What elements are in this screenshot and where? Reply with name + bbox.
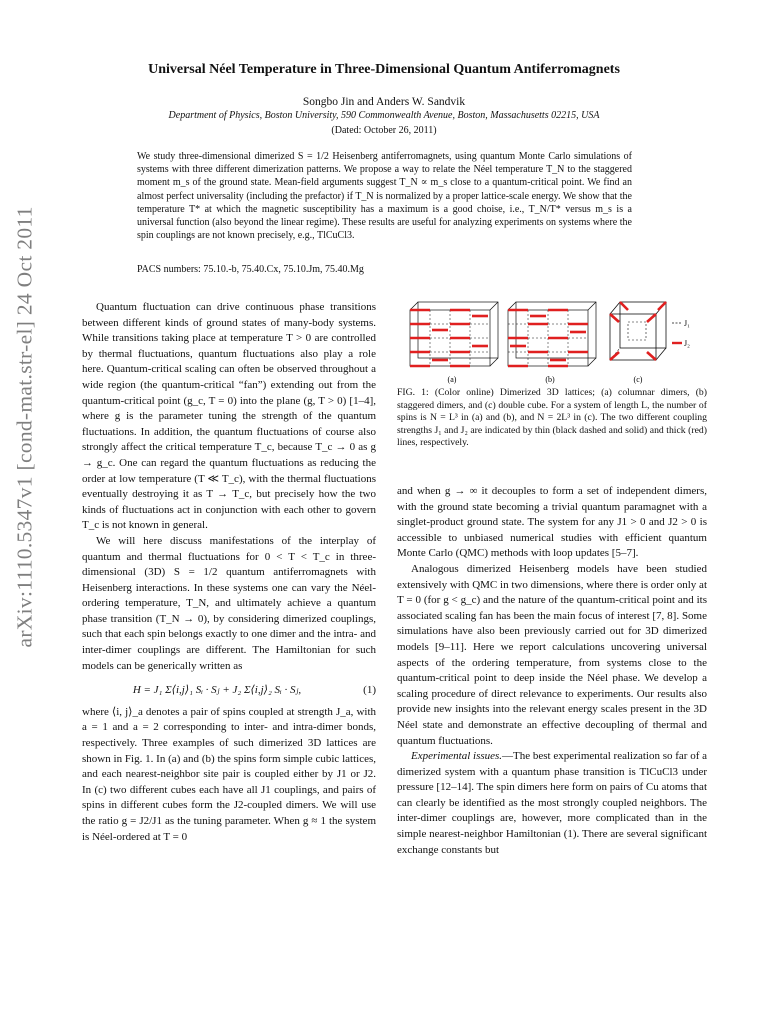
paragraph	[397, 749, 707, 858]
legend-j2: J₂	[684, 339, 690, 348]
date-line: (Dated: October 26, 2011)	[331, 125, 437, 136]
paragraph-text: —The best experimental realization so far of a dimerized system with a quantum phase transition is TlCuCl3 under pressure [12–14]. The spin dimers here form on pairs of Cu atoms that can clearly be identified as the most strongly coupled neighbors. The inter-dimer couplings are, however, more complicated than in the simple nearest-neighbor Hamiltonian (1). There are several significant exchange constants but	[397, 750, 707, 856]
paragraph: where ⟨i, j⟩_a denotes a pair of spins coupled at strength J_a, with a = 1 and a = 2 corresponding to inter- and intra-dimer bonds, respectively. Three examples of such dimerized 3D lattices are shown in Fig. 1. In (a) and (b) the spins form simple cubic lattices, and each nearest-neighbor site pair is coupled either by J1 or J2. In (c) two different cubes each have all J1 couplings, and pairs of spins in different cubes form the J2-coupled dimers. We will use the ratio g = J2/J1 as the tuning parameter. When g ≈ 1 the system is Néel-ordered at T = 0	[82, 705, 376, 843]
left-column	[82, 300, 376, 845]
figure-1-caption: FIG. 1: (Color online) Dimerized 3D lattices; (a) columnar dimers, (b) staggered dimers, and (c) double cube. For a system of length L, the number of spins is N = L³ in (a) and (b), and N = 2L³ in (c). The two different coupling strengths J₁ and J₂ are indicated by thin (black dashed and solid) and thick (red) lines, respectively.	[397, 387, 707, 449]
lattice-a	[410, 302, 498, 366]
abstract: We study three-dimensional dimerized S = 1/2 Heisenberg antiferromagnets, using quantum Monte Carlo simulations of systems with three different dimerization patterns. We propose a way to relate the Néel temperature T_N to the staggered moment m_s of the ground state. Mean-field arguments suggest T_N ∝ m_s close to a quantum-critical point. We find an almost perfect universality (including the prefactor) if T_N is normalized by a proper lattice-scale energy. We show that the temperature T* at which the magnetic susceptibility has a maximum is a good choise, i.e., T_N/T* versus m_s is a universal function (also beyond the linear regime). These results are useful for analyzing experiments on systems where the spin couplings are not known precisely, e.g., TlCuCl3.	[137, 151, 632, 242]
right-column	[397, 484, 707, 858]
figure-1-lattices	[404, 296, 704, 386]
paragraph: Analogous dimerized Heisenberg models have been studied extensively with QMC in two dimensions, where there is order only at T = 0 (for g < g_c) and the nature of the quantum-critical point and its associated scaling fan has been the main focus of interest [7, 8]. Some simulations have also been previously carried out for 3D dimerized models [9–11]. Here we report calculations uncovering universal aspects of the ordering temperature, from systems close to the quantum-critical point to deep inside the Néel phase. We develop a scaling procedure of direct relevance to experiments. Our results also provide new insights into the relevant energy scales present in the 3D Néel state and demonstrate an effective decoupling of thermal and quantum fluctuations.	[397, 562, 707, 747]
paragraph: Quantum fluctuation can drive continuous phase transitions between different kinds of ground states of many-body systems. While transitions taking place at temperature T > 0 are controlled by thermal fluctuations, quantum fluctuations also play a role here. Quantum-critical scaling can often be observed throughout a wide region (the quantum-critical “fan”) extending out from the quantum-critical point (g_c, T = 0) into the plane (g, T > 0) [1–4], where g is the parameter tuning the strength of the quantum fluctuations. In addition, the quantum fluctuations of course also strongly affect the critical temperature T_c, because T_c → 0 as g → g_c. One can regard the quantum fluctuations as reducing the order at low temperature (T ≪ T_c), with the thermal fluctuations eventually destroying it as T → T_c, but precisely how the two kinds of fluctuations act in conjunction with each other to govern T_c is not known in general.	[82, 301, 376, 532]
paper-title: Universal Néel Temperature in Three-Dimensional Quantum Antiferromagnets	[148, 62, 620, 77]
pacs-numbers: PACS numbers: 75.10.-b, 75.40.Cx, 75.10.Jm, 75.40.Mg	[137, 264, 364, 275]
lattice-c	[610, 302, 666, 360]
arxiv-identifier: arXiv:1110.5347v1 [cond-mat.str-el] 24 Oct 2011	[12, 206, 37, 648]
equation-1	[82, 683, 376, 699]
affiliation: Department of Physics, Boston University, 590 Commonwealth Avenue, Boston, Massachusetts 02215, USA	[168, 110, 600, 121]
authors: Songbo Jin and Anders W. Sandvik	[302, 96, 466, 108]
section-heading: Experimental issues.	[411, 750, 503, 763]
paragraph: We will here discuss manifestations of the interplay of quantum and thermal fluctuations for 0 < T < T_c in three-dimensional (3D) S = 1/2 quantum antiferromagnets with Heisenberg interactions. In these systems one can vary the Néel-ordering temperature, T_N, and ultimately achieve a quantum phase transition (T_N → 0), by considering dimerized couplings, such that each spin belongs exactly to one dimer and the intra- and inter-dimer couplings are different. The Hamiltonian for such models can be generically written as	[82, 534, 376, 672]
sublabel-a: (a)	[447, 375, 457, 384]
figure-legend	[672, 319, 690, 348]
equation-number: (1)	[363, 684, 376, 697]
equation-body: H = J₁ Σ⟨i,j⟩₁ Sᵢ · Sⱼ + J₂ Σ⟨i,j⟩₂ Sᵢ · Sⱼ,	[132, 684, 302, 697]
paragraph: and when g → ∞ it decouples to form a set of independent dimers, with the ground state becoming a trivial quantum paramagnet with a singlet-product ground state. The system for any J1 > 0 and J2 > 0 is accessible to unbiased numerical studies with efficient quantum Monte Carlo (QMC) methods with loop updates [5–7].	[397, 485, 707, 560]
sublabel-b: (b)	[545, 375, 555, 384]
lattice-b	[508, 302, 596, 366]
legend-j1: J₁	[684, 319, 690, 328]
sublabel-c: (c)	[633, 375, 643, 384]
